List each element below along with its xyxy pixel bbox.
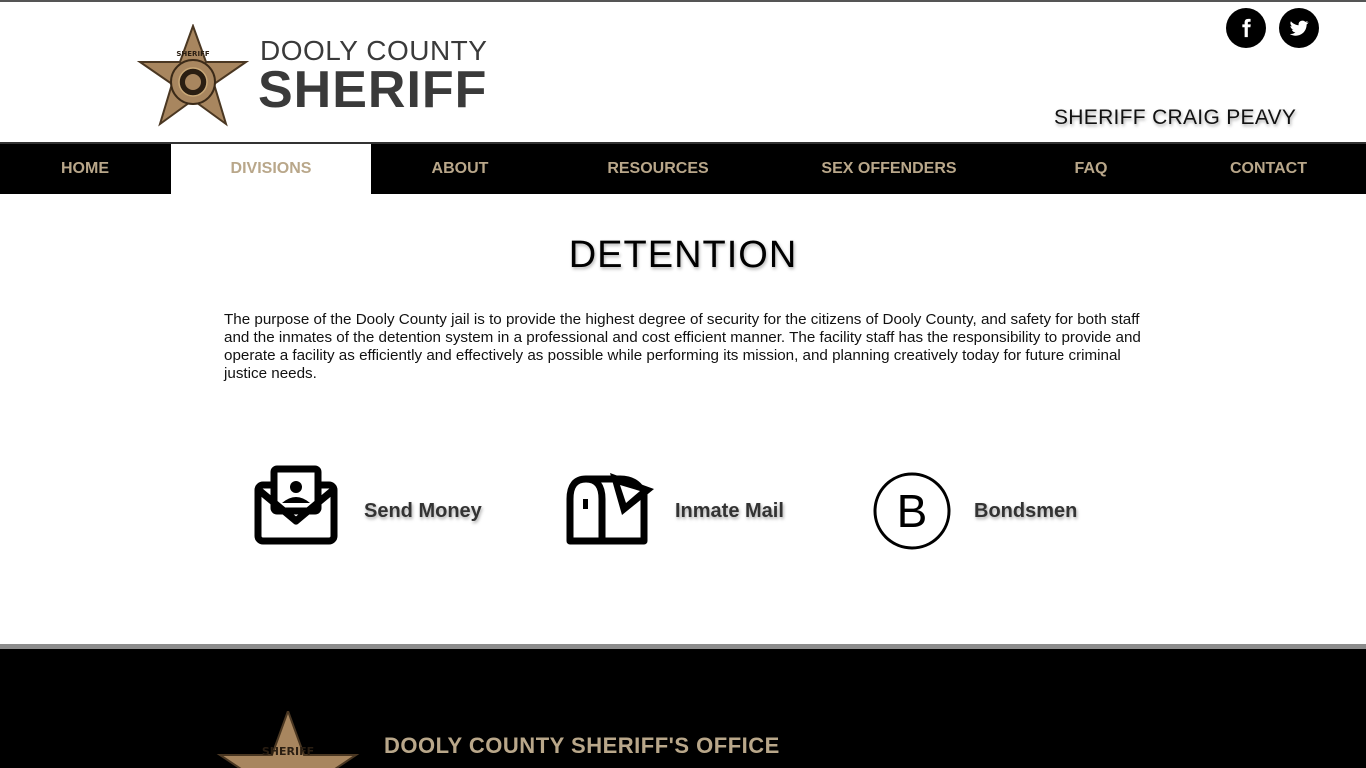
nav-item-divisions[interactable]: DIVISIONS — [171, 144, 371, 194]
nav-item-about[interactable]: ABOUT — [431, 160, 489, 177]
twitter-icon — [1288, 17, 1310, 39]
letter-b-circle-icon[interactable] — [872, 471, 952, 551]
nav-item-sex-offenders[interactable]: SEX OFFENDERS — [821, 160, 957, 177]
footer-badge-text: SHERIFF — [261, 745, 315, 758]
mailbox-icon[interactable] — [564, 469, 658, 547]
nav-item-faq[interactable]: FAQ — [1074, 160, 1108, 177]
sheriff-name: SHERIFF CRAIG PEAVY — [1054, 106, 1297, 129]
bondsmen-link[interactable]: Bondsmen — [974, 500, 1078, 522]
facebook-icon — [1235, 17, 1257, 39]
send-money-link[interactable]: Send Money — [364, 500, 482, 522]
detention-description: The purpose of the Dooly County jail is to provide the highest degree of security for the citizens of Dooly County, and safety for both staff and the inmates of the detention system in a professional and cost efficient manner. The facility staff has the responsibility to provide and operate a facility as efficiently and effectively as possible while performing its mission, and planning creatively today for future criminal justice needs. — [224, 311, 1141, 382]
inmate-mail-link[interactable]: Inmate Mail — [675, 500, 784, 522]
main-nav — [0, 142, 1366, 194]
nav-item-home[interactable]: HOME — [61, 160, 109, 177]
facebook-link[interactable] — [1226, 8, 1266, 48]
site-title-small: DOOLY COUNTY — [260, 35, 488, 66]
twitter-link[interactable] — [1279, 8, 1319, 48]
nav-item-resources[interactable]: RESOURCES — [607, 160, 709, 177]
site-title-big: SHERIFF — [258, 61, 488, 119]
sheriff-star-badge-logo[interactable] — [136, 24, 250, 132]
bondsmen-glyph: B — [896, 485, 928, 537]
badge-text-top: SHERIFF — [176, 50, 210, 58]
money-envelope-icon[interactable] — [254, 465, 338, 545]
nav-item-contact[interactable]: CONTACT — [1229, 160, 1308, 177]
page-title: DETENTION — [568, 234, 798, 276]
site-header — [0, 2, 1366, 142]
footer-sheriff-star-badge-logo — [216, 711, 360, 768]
footer-title: DOOLY COUNTY SHERIFF'S OFFICE — [384, 733, 780, 758]
site-footer — [0, 649, 1366, 768]
